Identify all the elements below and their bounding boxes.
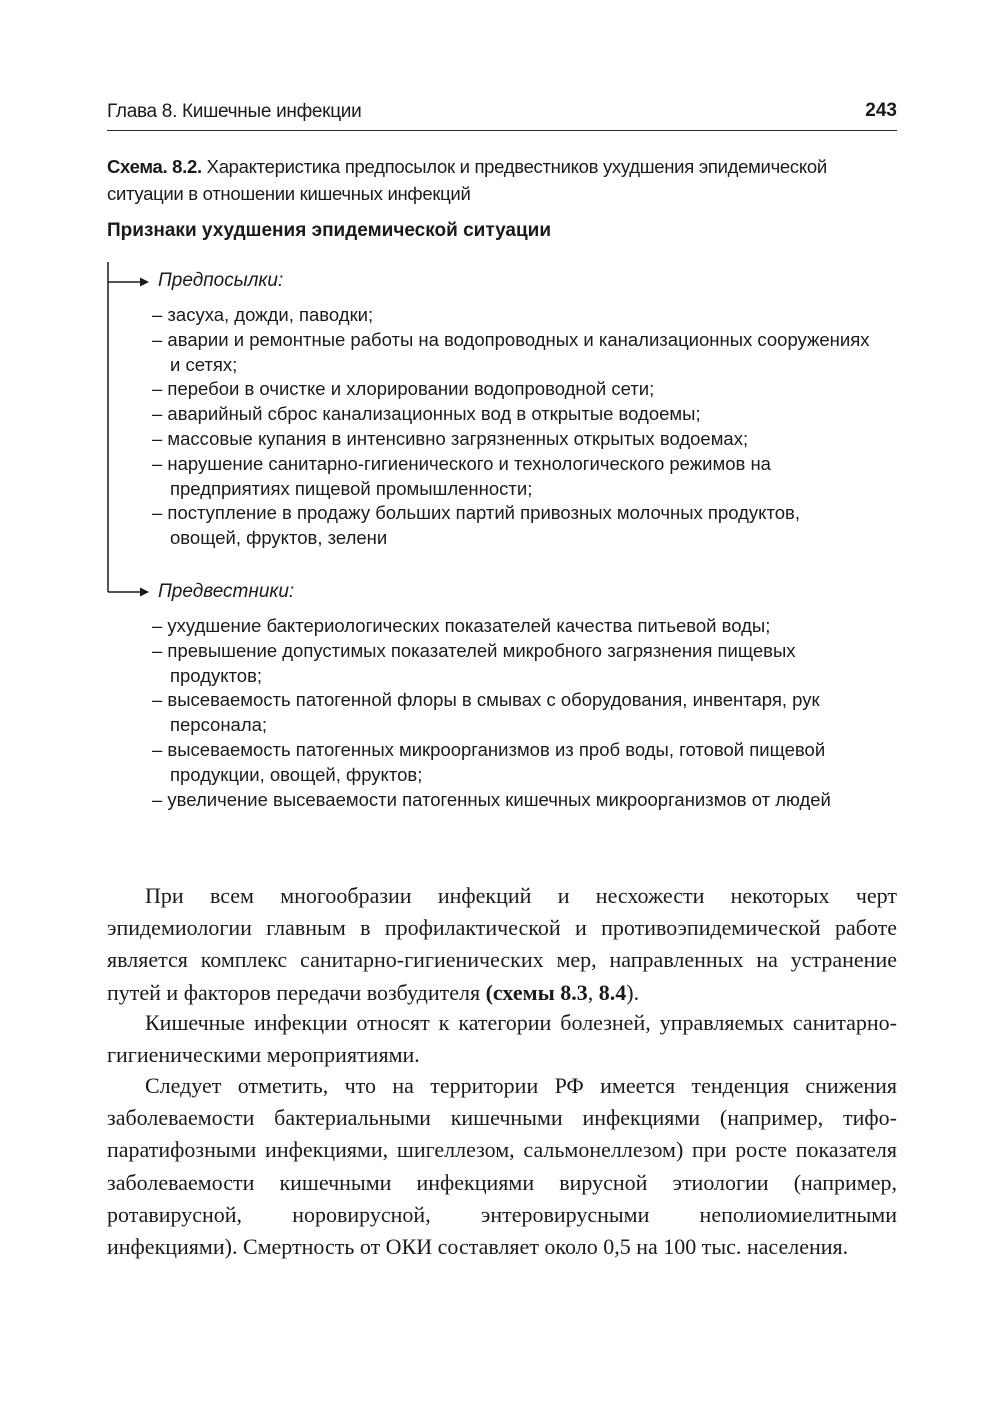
scheme-caption-label: Схема. 8.2. [107, 156, 202, 177]
branch-arrowhead-2 [140, 588, 149, 597]
list-item: – увеличение высеваемости патогенных кишечных микроорганизмов от людей [152, 788, 831, 810]
list-item: – высеваемость патогенных микроорганизмов из проб воды, готовой пищевой продукции, овощей, фруктов; [152, 738, 826, 785]
list-item: – массовые купания в интенсивно загрязненных открытых водоемах; [152, 427, 749, 449]
page-number: 243 [865, 100, 897, 121]
scheme-title: Признаки ухудшения эпидемической ситуации [107, 220, 552, 241]
scheme-ref-close: ). [626, 979, 640, 1005]
preconditions-list [152, 303, 872, 551]
running-header [107, 98, 897, 131]
list-item: – аварии и ремонтные работы на водопроводных и канализационных сооружениях и сетях; [152, 328, 870, 375]
scheme-ref-separator: , [587, 979, 599, 1005]
list-item: – превышение допустимых показателей микробного загрязнения пищевых продуктов; [152, 639, 796, 686]
body-paragraph-3: Следует отметить, что на территории РФ имеется тенденция снижения заболеваемости бактериальными кишечными инфекциями (например, тифо-паратифозными инфекциями, шигеллезом, сальмонеллезом) при росте показателя заболеваемости кишечными инфекциями вирусной этиологии (например, ротавирусной, норовирусной, энтеровирусными неполиомиелитными инфекциями). Смертность от ОКИ составляет около 0,5 на 100 тыс. населения. [107, 1073, 897, 1260]
branch-arrowhead-1 [140, 278, 149, 287]
list-item: – поступление в продажу больших партий привозных молочных продуктов, овощей, фруктов, зелени [152, 502, 800, 549]
list-item: – засуха, дожди, паводки; [152, 304, 374, 325]
list-item: – ухудшение бактериологических показателей качества питьевой воды; [152, 615, 771, 636]
precursors-list [152, 614, 872, 812]
scheme-ref-link[interactable]: 8.3 [560, 979, 588, 1005]
chapter-title: Глава 8. Кишечные инфекции [107, 101, 362, 122]
paragraph-text: При всем многообразии инфекций и несхожести некоторых черт эпидемиологии главным в профилактической и противоэпидемической работе является комплекс санитарно-гигиенических мер, направленных на устранение путей и факторов передачи возбудителя [107, 883, 897, 1005]
list-item: – перебои в очистке и хлорировании водопроводной сети; [152, 378, 655, 400]
scheme-caption [107, 153, 897, 207]
list-item: – аварийный сброс канализационных вод в открытые водоемы; [152, 403, 701, 425]
branch-label-preconditions: Предпосылки: [158, 270, 284, 291]
scheme-caption-text: Характеристика предпосылок и предвестников ухудшения эпидемической ситуации в отношении кишечных инфекций [107, 156, 827, 204]
branch-label-precursors: Предвестники: [158, 581, 295, 602]
list-item: – высеваемость патогенной флоры в смывах с оборудования, инвентаря, рук персонала; [152, 689, 820, 736]
scheme-ref-open: (схемы [485, 979, 561, 1005]
body-paragraph-1 [107, 880, 897, 1009]
scheme-ref-link[interactable]: 8.4 [598, 979, 627, 1005]
body-paragraph-2: Кишечные инфекции относят к категории болезней, управляемых санитарно-гигиеническими мероприятиями. [107, 1010, 897, 1068]
list-item: – нарушение санитарно-гигиенического и технологического режимов на предприятиях пищевой промышленности; [152, 452, 771, 499]
